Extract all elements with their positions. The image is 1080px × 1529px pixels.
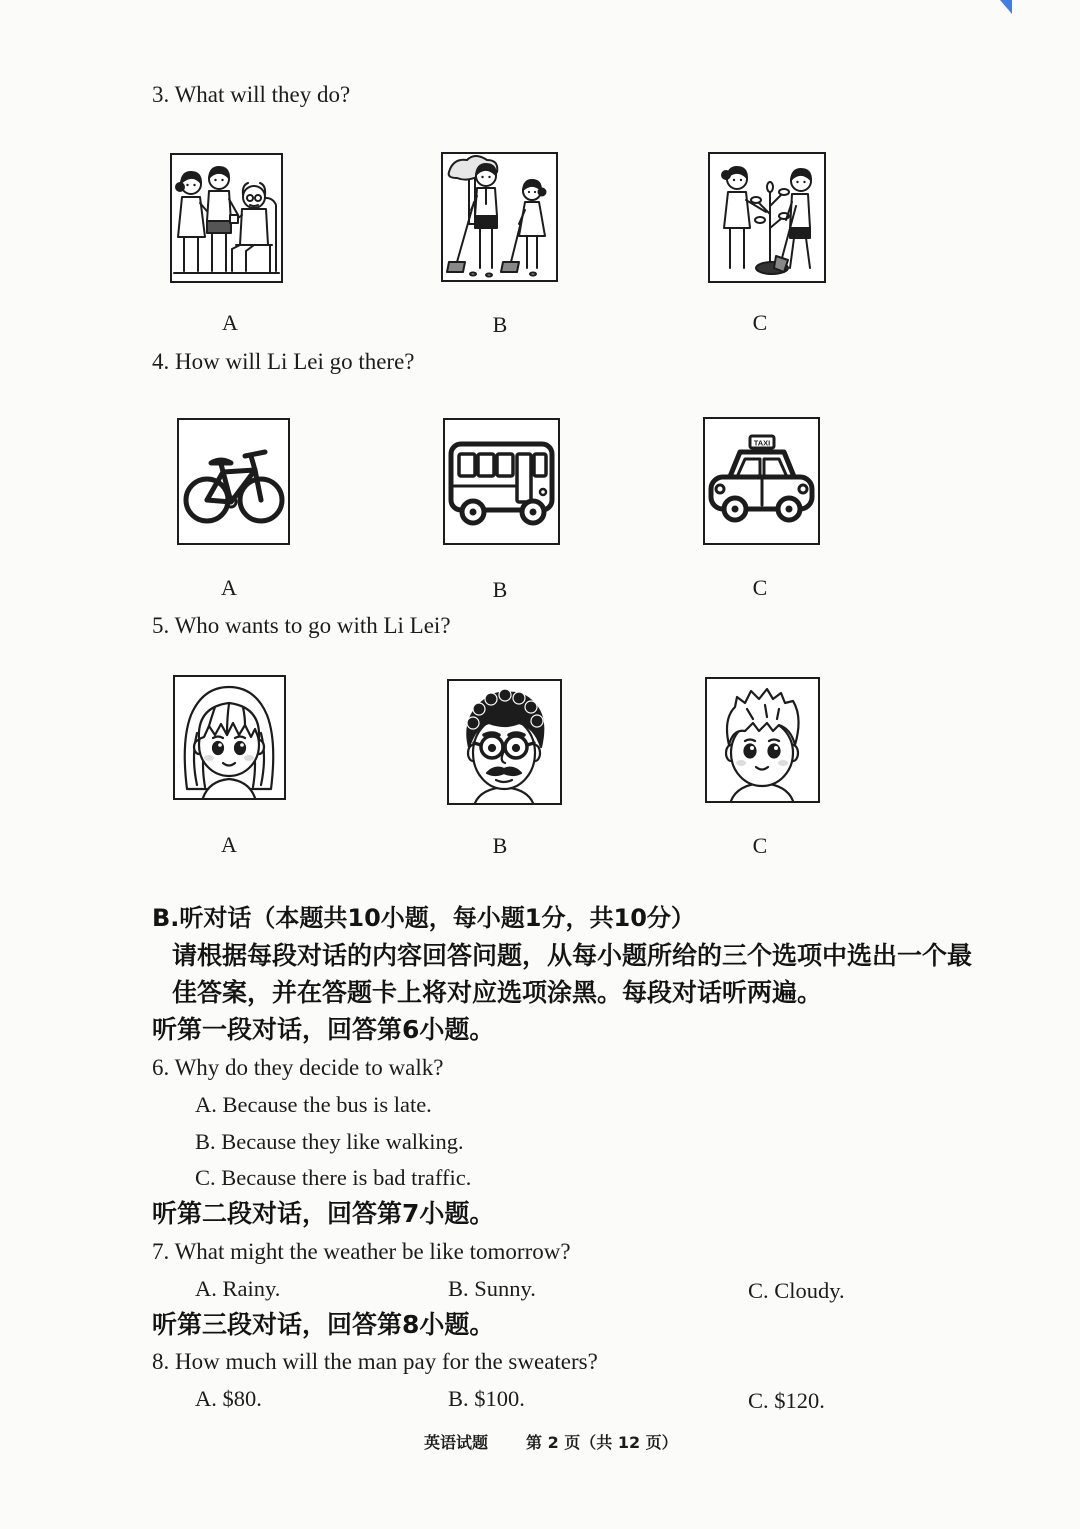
corner-mark [996, 0, 1014, 16]
taxi-icon [705, 419, 818, 543]
question-3-option-b-image [441, 152, 558, 282]
question-7-prompt: 7. What might the weather be like tomorrow? [152, 1239, 571, 1264]
girl-sweeping [501, 180, 546, 272]
question-5-option-c-image [705, 677, 820, 803]
dialogue-1-intro: 听第一段对话，回答第6小题。 [152, 1015, 495, 1044]
question-6-option-a: A. Because the bus is late. [195, 1092, 432, 1117]
left-blush [204, 755, 214, 761]
question-3-option-b-label: B [492, 312, 508, 337]
question-5-option-a-image [173, 675, 286, 800]
question-3-prompt: 3. What will they do? [152, 82, 351, 107]
bus-icon [445, 420, 558, 543]
girl-face-icon [175, 677, 284, 798]
question-6-option-c: C. Because there is bad traffic. [195, 1165, 472, 1190]
question-4-option-b-image [443, 418, 560, 545]
footer-page-number: 第 2 页（共 12 页） [526, 1433, 678, 1452]
right-blush [244, 755, 254, 761]
left-eye [213, 742, 223, 754]
taxi-right-headlight [799, 485, 807, 493]
planting-tree-picture [710, 154, 824, 281]
question-7-option-b: B. Sunny. [448, 1276, 536, 1301]
question-5-option-b-image [447, 679, 562, 805]
question-3-option-a-image [170, 153, 283, 283]
question-5-prompt: 5. Who wants to go with Li Lei? [152, 613, 451, 638]
question-4-prompt: 4. How will Li Lei go there? [152, 349, 415, 374]
right-eye [235, 742, 245, 754]
question-7-option-a: A. Rainy. [195, 1276, 281, 1301]
taxi-roof-sign [750, 436, 774, 448]
question-5-option-a-label: A [221, 832, 237, 857]
question-3-option-a-label: A [222, 310, 238, 335]
question-4-option-c-image [703, 417, 820, 545]
question-8-option-b: B. $100. [448, 1386, 525, 1411]
question-4-option-a-image [177, 418, 290, 545]
dialogue-2-intro: 听第二段对话，回答第7小题。 [152, 1199, 495, 1228]
man-with-glasses-icon [449, 681, 560, 803]
dialogue-3-intro: 听第三段对话，回答第8小题。 [152, 1310, 495, 1339]
handlebar [245, 452, 265, 470]
question-3-option-c-image [708, 152, 826, 283]
left-eye [489, 745, 495, 751]
question-6-prompt: 6. Why do they decide to walk? [152, 1055, 444, 1080]
taxi-sign-text: TAXI [753, 438, 771, 448]
helping-old-man-picture [172, 155, 281, 281]
bus-headlight [540, 489, 546, 495]
left-eye [745, 745, 756, 758]
question-5-option-c-label: C [752, 833, 768, 858]
section-b-title: B.听对话（本题共10小题，每小题1分，共10分） [152, 904, 695, 932]
right-eye [769, 745, 780, 758]
left-blush [736, 760, 746, 766]
question-4-option-a-label: A [221, 575, 237, 600]
question-6-option-b: B. Because they like walking. [195, 1129, 464, 1154]
question-8-option-c: C. $120. [748, 1388, 825, 1413]
question-8-prompt: 8. How much will the man pay for the sweaters? [152, 1349, 598, 1374]
question-7-option-c: C. Cloudy. [748, 1278, 845, 1303]
cup-in-hands [230, 215, 238, 223]
saddle [211, 460, 231, 463]
question-4-option-b-label: B [492, 577, 508, 602]
boy-face-icon [707, 679, 818, 801]
right-eye [513, 745, 519, 751]
leaves-on-ground [470, 273, 536, 277]
bus-door [517, 454, 531, 502]
old-man-figure [232, 183, 268, 271]
mustache [487, 768, 521, 775]
bus-windows [459, 454, 546, 476]
bicycle-icon [179, 420, 288, 543]
question-3-option-c-label: C [752, 310, 768, 335]
right-blush [778, 760, 788, 766]
question-5-option-b-label: B [492, 833, 508, 858]
question-8-option-a: A. $80. [195, 1386, 262, 1411]
footer-subject: 英语试题 [424, 1433, 489, 1452]
taxi-left-headlight [716, 485, 724, 493]
sweeping-picture [443, 154, 556, 280]
question-4-option-c-label: C [752, 575, 768, 600]
section-b-instructions-line-2: 佳答案，并在答题卡上将对应选项涂黑。每段对话听两遍。 [172, 978, 823, 1007]
section-b-instructions-line-1: 请根据每段对话的内容回答问题，从每小题所给的三个选项中选出一个最 [172, 941, 973, 970]
